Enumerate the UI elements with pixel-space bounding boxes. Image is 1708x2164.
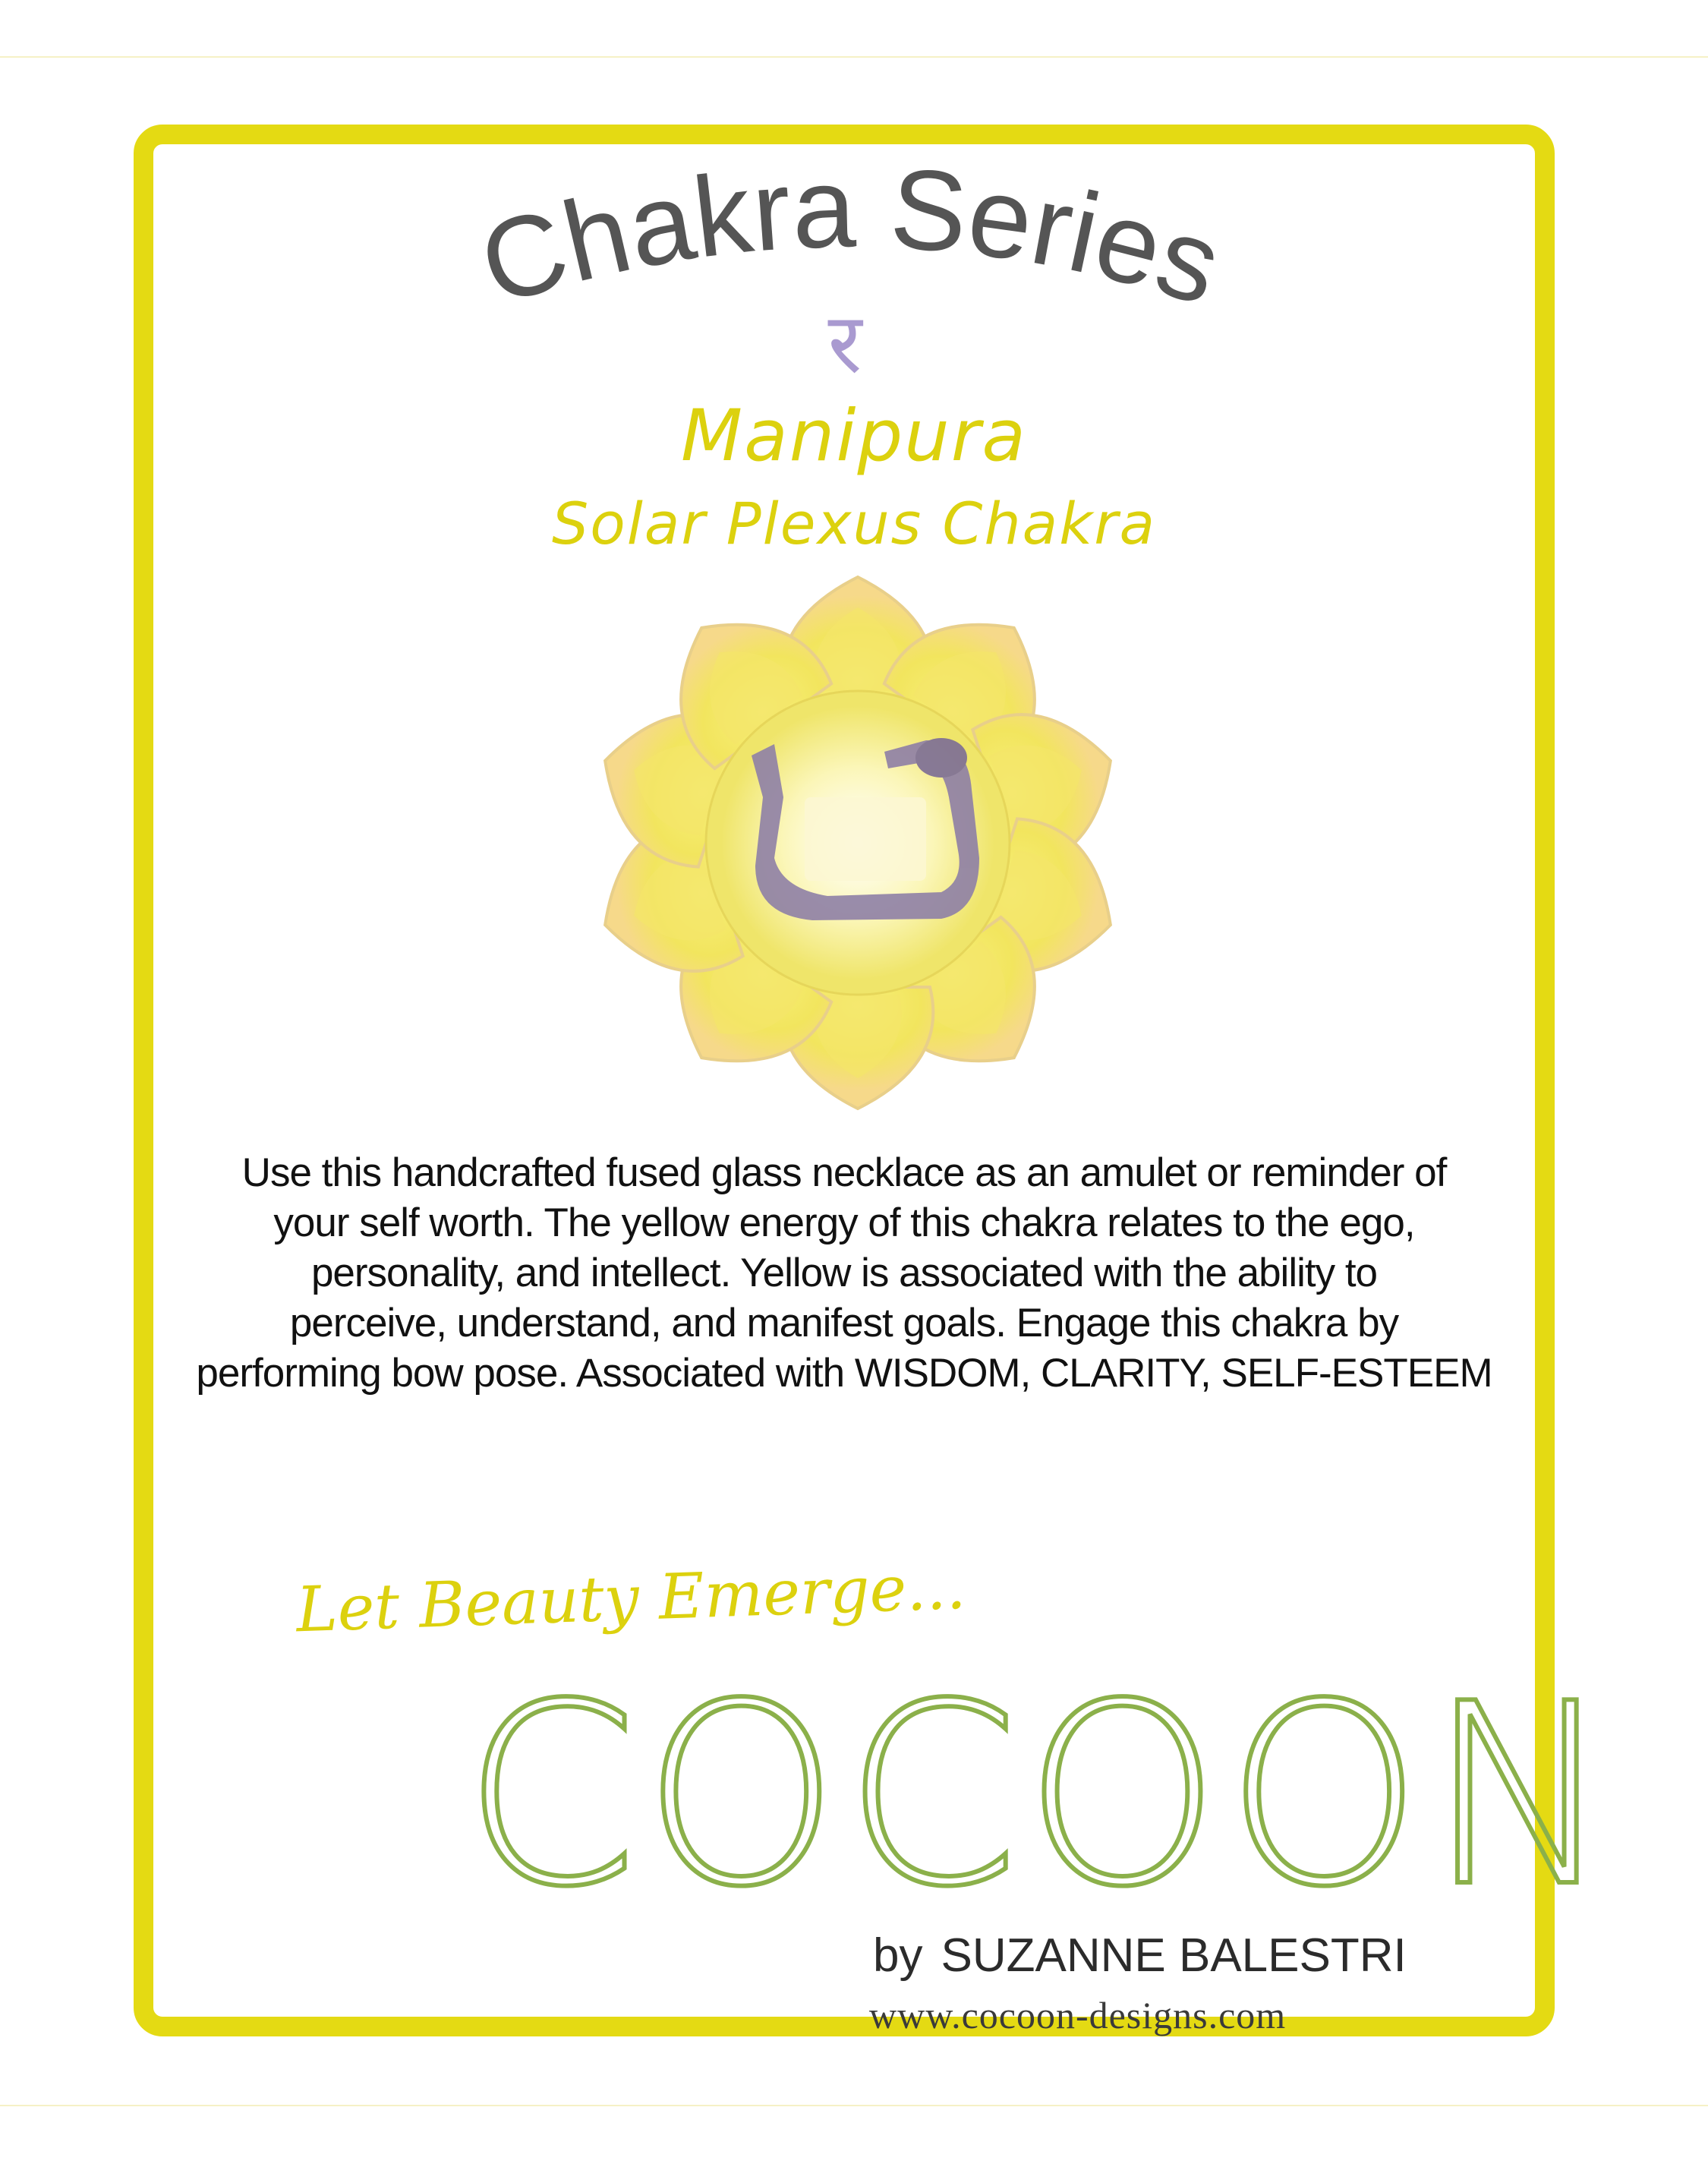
figure-highlight [805,797,926,881]
byline-by: by [873,1929,923,1982]
seed-syllable-graphic [796,296,894,387]
top-guide-line [0,56,1708,58]
website-url: www.cocoon-designs.com [869,1994,1287,2036]
tagline: Let Beauty Emerge... [295,1550,967,1647]
brand-logo: COCOON [463,1650,1619,1942]
series-title: Chakra Series [466,144,1235,330]
chakra-name: Manipura [681,395,1027,478]
description-line: performing bow pose. Associated with WISDOM, CLARITY, SELF-ESTEEM [196,1351,1492,1396]
manipura-lotus-icon [585,569,1131,1116]
description-line: Use this handcrafted fused glass necklace as an amulet or reminder of [241,1150,1447,1195]
brand-byline [873,1929,1407,1983]
designer-name: SUZANNE BALESTRI [941,1929,1407,1982]
description-line: personality, and intellect. Yellow is associated with the ability to [310,1251,1378,1295]
description-line: your self worth. The yellow energy of this chakra relates to the ego, [273,1200,1415,1245]
product-description [134,1148,1555,1399]
seed-syllable: र [827,296,862,387]
description-line: perceive, understand, and manifest goals. Engage this chakra by [289,1301,1399,1345]
chakra-subtitle: Solar Plexus Chakra [551,490,1157,557]
bottom-guide-line [0,2105,1708,2106]
